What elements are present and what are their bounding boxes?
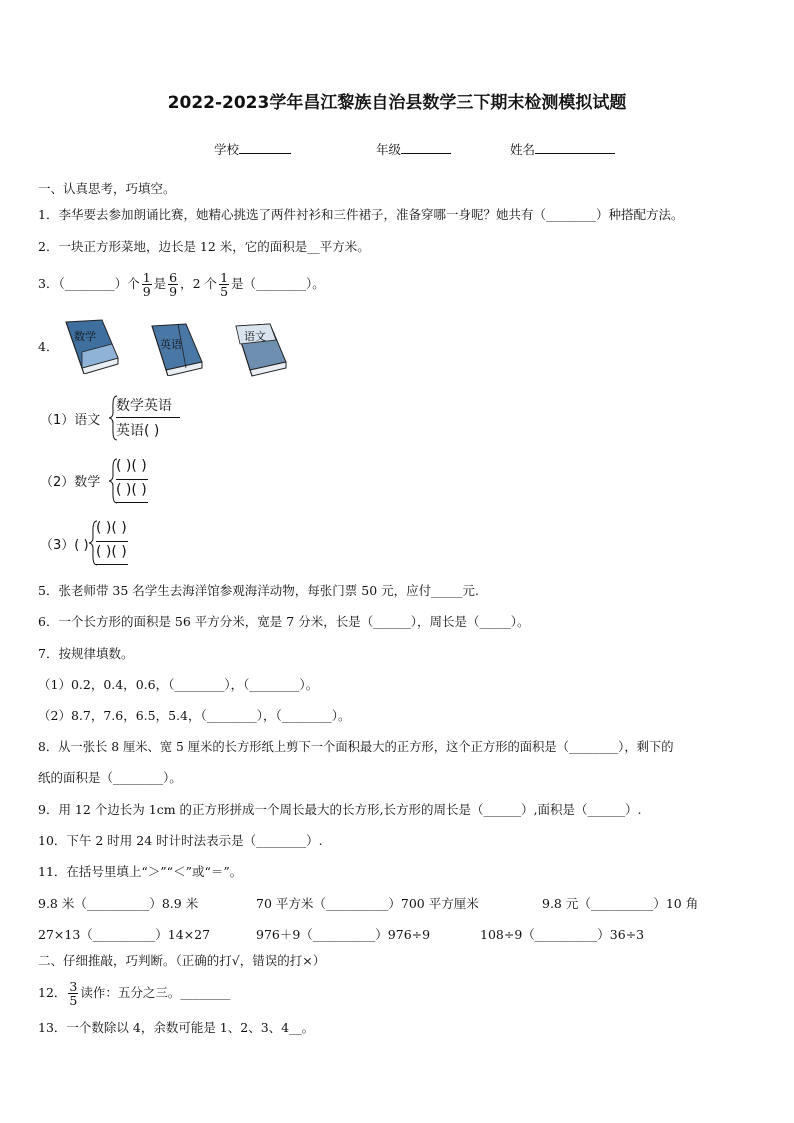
question-11: 11．在括号里填上“＞”“＜”或“＝”。 (38, 864, 243, 879)
question-3: 3．（________）个 $\frac{1}{9}$ 是 $\frac{6}{9}$ ，2 个 $\frac{1}{5}$ 是（________）。 (38, 270, 325, 299)
question-7-1: （1）0.2，0.4，0.6，（________），（________）。 (38, 677, 319, 692)
school-blank (239, 141, 291, 154)
compare-item: 9.8 米（__________）8.9 米 (38, 896, 199, 911)
section-1-heading: 一、认真思考，巧填空。 (38, 181, 176, 196)
question-9: 9．用 12 个边长为 1cm 的正方形拼成一个周长最大的长方形,长方形的周长是（______）,面积是（______）. (38, 802, 642, 817)
question-5: 5．张老师带 35 名学生去海洋馆参观海洋动物，每张门票 50 元，应付_____元. (38, 583, 479, 598)
school-field (214, 140, 291, 158)
fraction: $\frac{3}{5}$ (69, 979, 78, 1008)
tree-diagram-1: （1）语文 数学英语 英语( ) (40, 395, 240, 441)
fraction: $\frac{1}{9}$ (142, 270, 151, 299)
svg-text:英语: 英语 (160, 338, 182, 351)
name-field (510, 140, 615, 158)
math-book-icon (62, 318, 120, 374)
svg-text:数学: 数学 (74, 330, 96, 343)
fraction: $\frac{1}{5}$ (220, 270, 229, 299)
tree-diagram-2: （2）数学 ( )( ) ( )( ) (40, 458, 240, 504)
question-10: 10．下午 2 时用 24 时计时法表示是（________）. (38, 833, 323, 848)
compare-item: 9.8 元（__________）10 角 (542, 896, 699, 911)
question-2: 2．一块正方形菜地，边长是 12 米，它的面积是__平方米。 (38, 239, 370, 254)
compare-item: 70 平方米（__________）700 平方厘米 (256, 896, 479, 911)
question-12: 12． $\frac{3}{5}$ 读作：五分之三。________ (38, 979, 231, 1008)
question-1: 1．李华要去参加朗诵比赛，她精心挑选了两件衬衫和三件裙子，准备穿哪一身呢？她共有（________）种搭配方法。 (38, 207, 684, 222)
question-4-label: 4． (38, 339, 59, 354)
name-label: 姓名 (510, 142, 536, 157)
question-7: 7．按规律填数。 (38, 646, 134, 661)
name-blank (535, 141, 615, 154)
compare-item: 976＋9（__________）976÷9 (256, 927, 431, 942)
english-book-icon (148, 322, 204, 376)
compare-item: 27×13（__________）14×27 (38, 927, 211, 942)
school-label: 学校 (214, 142, 240, 157)
question-6: 6．一个长方形的面积是 56 平方分米，宽是 7 分米，长是（______），周长是（_____）。 (38, 614, 530, 629)
compare-item: 108÷9（__________）36÷3 (480, 927, 645, 942)
grade-label: 年级 (376, 142, 402, 157)
tree-diagram-3: （3）( ) ( )( ) ( )( ) (40, 520, 240, 566)
svg-text:语文: 语文 (244, 330, 266, 343)
question-8-line-1: 8．从一张长 8 厘米、宽 5 厘米的长方形纸上剪下一个面积最大的正方形，这个正方形的面积是（________），剩下的 (38, 740, 674, 754)
page-title: 2022-2023学年昌江黎族自治县数学三下期末检测模拟试题 (167, 93, 627, 113)
question-7-2: （2）8.7，7.6，6.5，5.4，（________），（________）。 (38, 708, 351, 723)
question-8-line-2: 纸的面积是（________）。 (38, 770, 182, 785)
question-13: 13．一个数除以 4，余数可能是 1、2、3、4__。 (38, 1020, 315, 1035)
grade-blank (401, 141, 451, 154)
section-2-heading: 二、仔细推敲，巧判断。（正确的打√，错误的打×） (38, 953, 326, 968)
fraction: $\frac{6}{9}$ (169, 270, 178, 299)
grade-field (376, 140, 451, 158)
chinese-book-icon (232, 322, 288, 378)
